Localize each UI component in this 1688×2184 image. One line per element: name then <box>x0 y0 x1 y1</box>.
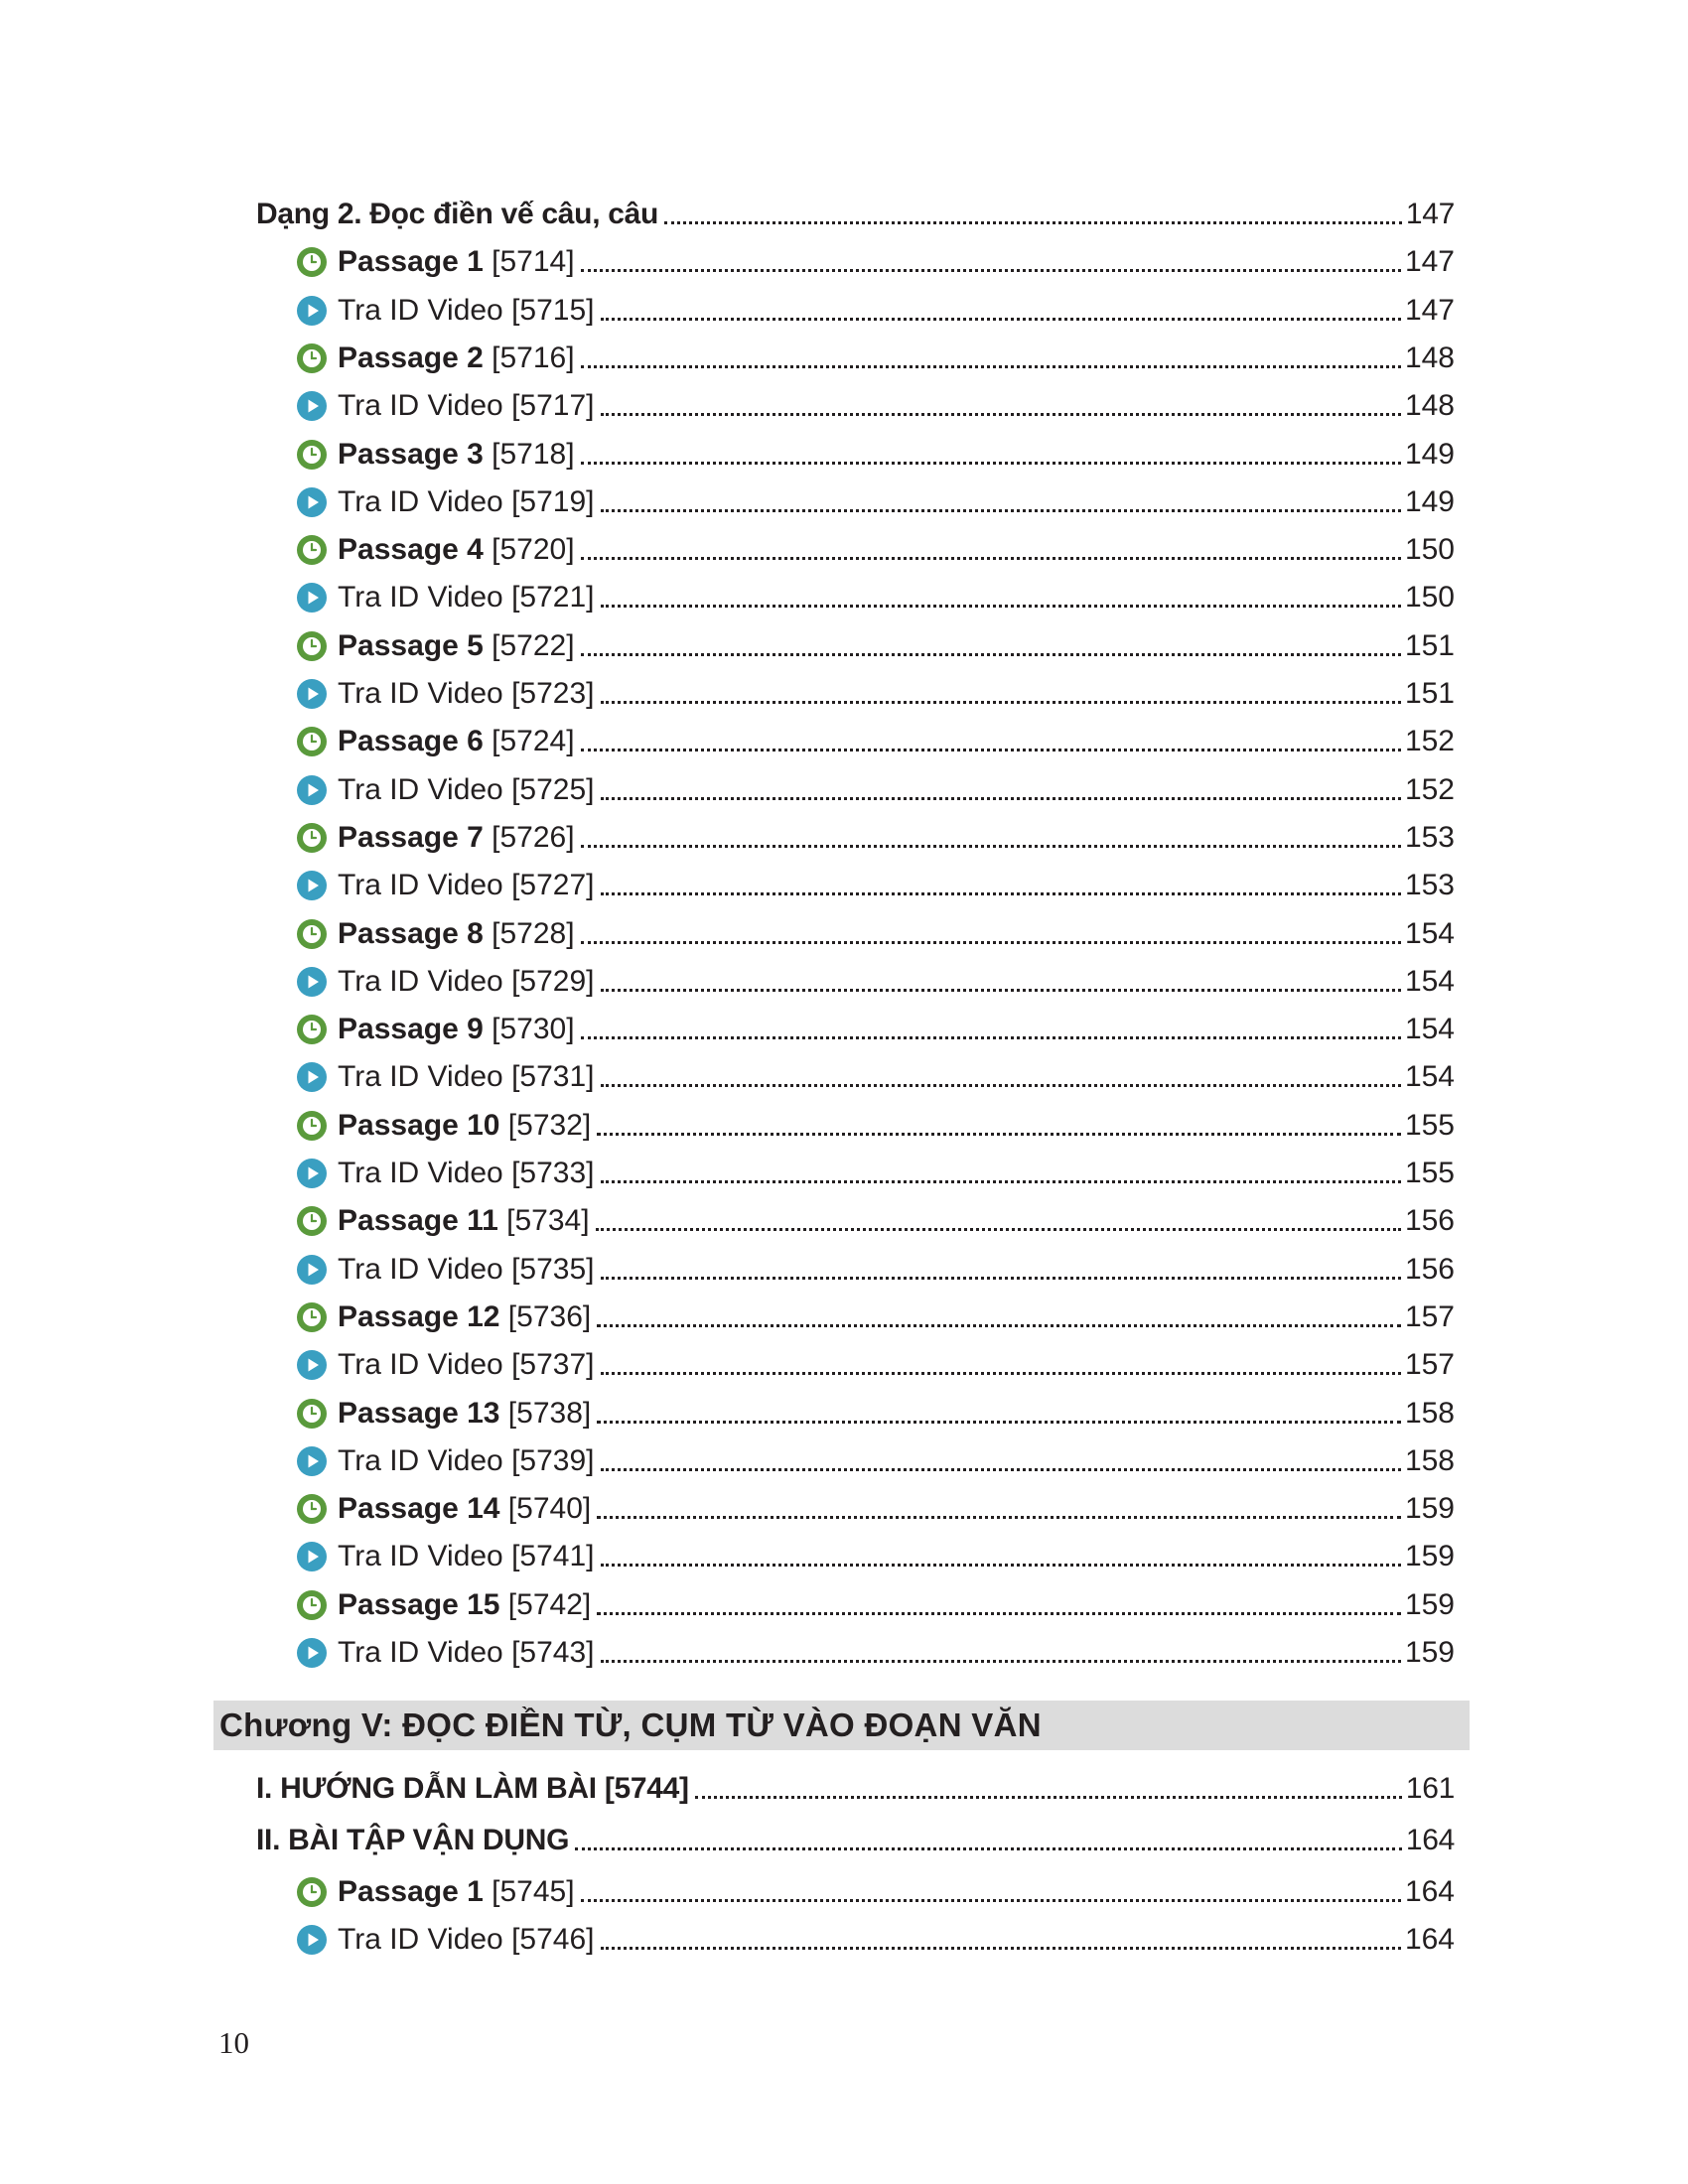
passage-title: Passage 2 <box>338 341 484 374</box>
toc-video-entry <box>296 766 1455 814</box>
toc-video-entry <box>296 382 1455 430</box>
toc-page-number: 159 <box>1404 1540 1455 1573</box>
toc-page-number: 154 <box>1404 964 1455 998</box>
passage-id: [5716] <box>483 341 575 374</box>
play-icon <box>296 1541 328 1572</box>
toc-entry-label <box>338 1868 575 1916</box>
passage-id: [5714] <box>483 245 575 279</box>
toc-video-entry <box>296 1053 1455 1101</box>
toc-entry-label: Tra ID Video [5723] <box>338 677 595 710</box>
toc-page-number: 148 <box>1404 341 1455 374</box>
play-icon <box>296 582 328 614</box>
toc-entry-label: Tra ID Video [5725] <box>338 772 595 806</box>
toc-passage-entry <box>296 1102 1455 1150</box>
toc-video-entry <box>296 478 1455 526</box>
clock-icon <box>296 726 328 757</box>
toc-page-number: 156 <box>1404 1204 1455 1238</box>
chapter-title: Chương V: ĐỌC ĐIỀN TỪ, CỤM TỪ VÀO ĐOẠN VĂN <box>219 1706 1042 1743</box>
toc-passage-entry <box>296 1390 1455 1437</box>
clock-icon <box>296 1589 328 1621</box>
toc-entry-label <box>338 814 575 862</box>
page-number: 10 <box>218 2025 249 2060</box>
clock-icon <box>296 534 328 566</box>
clock-icon <box>296 918 328 950</box>
passage-id: [5718] <box>483 437 575 471</box>
toc-entry-label: Tra ID Video [5741] <box>338 1540 595 1573</box>
passage-id: [5734] <box>497 1204 590 1238</box>
toc-page-number: 149 <box>1404 484 1455 518</box>
dot-leader <box>597 1612 1401 1615</box>
toc-page-number: 164 <box>1405 1824 1455 1856</box>
toc-section-entry <box>256 1817 1455 1864</box>
play-icon <box>296 1445 328 1477</box>
toc-video-entry <box>296 287 1455 335</box>
toc-entry-label <box>338 1197 590 1245</box>
dot-leader <box>597 1133 1401 1136</box>
passage-title: Passage 13 <box>338 1396 500 1430</box>
clock-icon <box>296 1876 328 1908</box>
dot-leader <box>575 1847 1402 1850</box>
passage-id: [5726] <box>483 820 575 854</box>
dot-leader <box>581 941 1401 944</box>
passage-id: [5720] <box>483 533 575 567</box>
passage-id: [5722] <box>483 628 575 662</box>
passage-title: Passage 5 <box>338 628 484 662</box>
toc-passage-entry <box>296 1197 1455 1245</box>
toc-entry-label <box>338 335 575 382</box>
toc-page-number: 149 <box>1404 437 1455 471</box>
dot-leader <box>601 1947 1401 1950</box>
toc-passage-entry <box>296 1006 1455 1053</box>
clock-icon <box>296 246 328 278</box>
toc-entry-label: Tra ID Video [5719] <box>338 484 595 518</box>
toc-page-number: 155 <box>1404 1108 1455 1142</box>
play-icon <box>296 678 328 710</box>
passage-title: Passage 8 <box>338 916 484 950</box>
toc-video-entry <box>296 574 1455 621</box>
toc-page-number: 147 <box>1404 293 1455 327</box>
passage-id: [5728] <box>483 916 575 950</box>
dot-leader <box>581 653 1401 656</box>
toc-video-entry <box>296 670 1455 718</box>
passage-id: [5740] <box>499 1492 592 1526</box>
clock-icon <box>296 439 328 471</box>
toc-entry-label <box>338 1006 575 1053</box>
dot-leader <box>601 701 1401 704</box>
play-icon <box>296 1061 328 1093</box>
toc-page-number: 147 <box>1405 198 1455 230</box>
toc-entry-label <box>338 622 575 670</box>
clock-icon <box>296 630 328 662</box>
toc-page-number: 155 <box>1404 1157 1455 1189</box>
toc-passage-entry <box>296 814 1455 862</box>
dot-leader <box>695 1796 1402 1799</box>
toc-section-entry <box>256 1765 1455 1813</box>
toc-page-number: 151 <box>1404 677 1455 710</box>
toc-entry-label: Tra ID Video [5743] <box>338 1636 595 1669</box>
toc-page-number: 150 <box>1404 533 1455 567</box>
toc-passage-entry <box>296 910 1455 958</box>
dot-leader <box>601 1084 1401 1087</box>
toc-video-entry <box>296 958 1455 1006</box>
dot-leader <box>597 1516 1401 1519</box>
toc-entry-label <box>338 1102 591 1150</box>
toc-video-entry <box>296 1246 1455 1294</box>
toc-page-number: 159 <box>1404 1492 1455 1526</box>
passage-title: Passage 7 <box>338 820 484 854</box>
toc-page-number: 161 <box>1405 1772 1455 1805</box>
dot-leader <box>601 1468 1401 1471</box>
toc-entry-label <box>338 431 575 478</box>
play-icon <box>296 870 328 901</box>
dot-leader <box>581 269 1401 272</box>
toc-video-entry <box>296 1150 1455 1197</box>
toc-page-number: 153 <box>1404 869 1455 902</box>
clock-icon <box>296 1110 328 1142</box>
toc-entry-label <box>338 1581 591 1629</box>
dot-leader <box>596 1228 1401 1231</box>
passage-id: [5742] <box>499 1587 592 1621</box>
dot-leader <box>601 797 1401 800</box>
dot-leader <box>581 1899 1401 1902</box>
toc-page-number: 156 <box>1404 1252 1455 1286</box>
dot-leader <box>601 1372 1401 1375</box>
toc-page-number: 147 <box>1404 245 1455 279</box>
toc-entry-label: Tra ID Video [5746] <box>338 1923 595 1956</box>
play-icon <box>296 390 328 422</box>
passage-id: [5732] <box>499 1108 592 1142</box>
play-icon <box>296 295 328 327</box>
toc-page-number: 159 <box>1404 1587 1455 1621</box>
play-icon <box>296 1924 328 1956</box>
toc-page-number: 158 <box>1404 1443 1455 1477</box>
toc-entry-label: Tra ID Video [5731] <box>338 1060 595 1094</box>
dot-leader <box>601 413 1401 416</box>
toc-page-number: 154 <box>1404 916 1455 950</box>
toc-page-number: 164 <box>1404 1923 1455 1956</box>
toc-page-number: 157 <box>1404 1299 1455 1333</box>
dot-leader <box>601 509 1401 512</box>
toc-entry-label: Dạng 2. Đọc điền vế câu, câu <box>256 198 659 230</box>
passage-title: Passage 10 <box>338 1108 500 1142</box>
dot-leader <box>581 557 1401 560</box>
dot-leader <box>581 462 1401 465</box>
passage-id: [5736] <box>499 1299 592 1333</box>
toc-entry-label <box>338 718 575 765</box>
toc-entry-label: Tra ID Video [5717] <box>338 389 595 423</box>
passage-title: Passage 4 <box>338 533 484 567</box>
toc-entry-label: Tra ID Video [5727] <box>338 869 595 902</box>
dot-leader <box>601 1660 1401 1663</box>
passage-id: [5745] <box>483 1875 575 1908</box>
toc-passage-entry <box>296 238 1455 286</box>
chapter-heading <box>213 1701 1470 1750</box>
toc-page-number: 154 <box>1404 1060 1455 1094</box>
toc-entry-label: I. HƯỚNG DẪN LÀM BÀI [5744] <box>256 1772 689 1805</box>
toc-entry-label <box>338 526 575 574</box>
dot-leader <box>581 845 1401 848</box>
toc-video-entry <box>296 862 1455 909</box>
toc-entry-label <box>338 1485 591 1533</box>
play-icon <box>296 1349 328 1381</box>
passage-title: Passage 12 <box>338 1299 500 1333</box>
passage-id: [5724] <box>483 725 575 758</box>
passage-title: Passage 14 <box>338 1492 500 1526</box>
toc-passage-entry <box>296 718 1455 765</box>
play-icon <box>296 486 328 518</box>
clock-icon <box>296 1398 328 1430</box>
passage-title: Passage 3 <box>338 437 484 471</box>
toc-video-entry <box>296 1533 1455 1580</box>
toc-entry-label: Tra ID Video [5737] <box>338 1348 595 1382</box>
toc-passage-entry <box>296 1294 1455 1341</box>
play-icon <box>296 1637 328 1669</box>
toc-passage-entry <box>296 622 1455 670</box>
toc-entry-label <box>338 1390 591 1437</box>
toc-passage-entry <box>296 431 1455 478</box>
toc-entry-label: Tra ID Video [5721] <box>338 581 595 614</box>
passage-title: Passage 15 <box>338 1587 500 1621</box>
clock-icon <box>296 1205 328 1237</box>
toc-passage-entry <box>296 1485 1455 1533</box>
toc-entry-label: Tra ID Video [5739] <box>338 1443 595 1477</box>
passage-id: [5730] <box>483 1013 575 1046</box>
toc-page-number: 164 <box>1404 1875 1455 1908</box>
clock-icon <box>296 822 328 854</box>
clock-icon <box>296 1493 328 1525</box>
toc-entry-label <box>338 1294 591 1341</box>
passage-id: [5738] <box>499 1396 592 1430</box>
passage-title: Passage 1 <box>338 245 484 279</box>
dot-leader <box>581 1036 1401 1039</box>
dot-leader <box>601 1277 1401 1280</box>
dot-leader <box>597 1324 1401 1327</box>
dot-leader <box>601 989 1401 992</box>
dot-leader <box>664 221 1402 224</box>
dot-leader <box>581 365 1401 368</box>
toc-passage-entry <box>296 335 1455 382</box>
toc-page-number: 157 <box>1404 1348 1455 1382</box>
toc-page-number: 152 <box>1404 772 1455 806</box>
toc-video-entry <box>296 1437 1455 1485</box>
dot-leader <box>597 1421 1401 1424</box>
toc-passage-entry <box>296 1581 1455 1629</box>
toc-page-number: 154 <box>1404 1013 1455 1046</box>
dot-leader <box>601 1180 1401 1183</box>
toc-entry-label <box>338 910 575 958</box>
passage-title: Passage 11 <box>338 1204 498 1238</box>
passage-title: Passage 6 <box>338 725 484 758</box>
toc-video-entry <box>296 1916 1455 1964</box>
toc-entry-label: II. BÀI TẬP VẬN DỤNG <box>256 1824 570 1856</box>
play-icon <box>296 966 328 998</box>
dot-leader <box>581 749 1401 751</box>
toc-entry-label: Tra ID Video [5729] <box>338 964 595 998</box>
toc-page-number: 148 <box>1404 389 1455 423</box>
play-icon <box>296 774 328 806</box>
toc-page-number: 158 <box>1404 1396 1455 1430</box>
toc-page-number: 152 <box>1404 725 1455 758</box>
toc-section-entry <box>256 191 1455 238</box>
toc-entry-label: Tra ID Video [5715] <box>338 293 595 327</box>
toc-page-number: 150 <box>1404 581 1455 614</box>
toc-page-number: 153 <box>1404 820 1455 854</box>
play-icon <box>296 1158 328 1189</box>
dot-leader <box>601 318 1401 321</box>
passage-title: Passage 9 <box>338 1013 484 1046</box>
toc-page-number: 151 <box>1404 628 1455 662</box>
toc-entry-label: Tra ID Video [5735] <box>338 1252 595 1286</box>
clock-icon <box>296 1301 328 1333</box>
toc-passage-entry <box>296 526 1455 574</box>
toc-entry-label: Tra ID Video [5733] <box>338 1157 595 1189</box>
toc-passage-entry <box>296 1868 1455 1916</box>
toc-entry-label <box>338 238 575 286</box>
toc-video-entry <box>296 1341 1455 1389</box>
dot-leader <box>601 892 1401 895</box>
clock-icon <box>296 1014 328 1045</box>
toc-video-entry <box>296 1629 1455 1677</box>
passage-title: Passage 1 <box>338 1875 484 1908</box>
clock-icon <box>296 342 328 374</box>
play-icon <box>296 1254 328 1286</box>
toc-page-number: 159 <box>1404 1636 1455 1669</box>
dot-leader <box>601 1564 1401 1567</box>
dot-leader <box>601 605 1401 608</box>
